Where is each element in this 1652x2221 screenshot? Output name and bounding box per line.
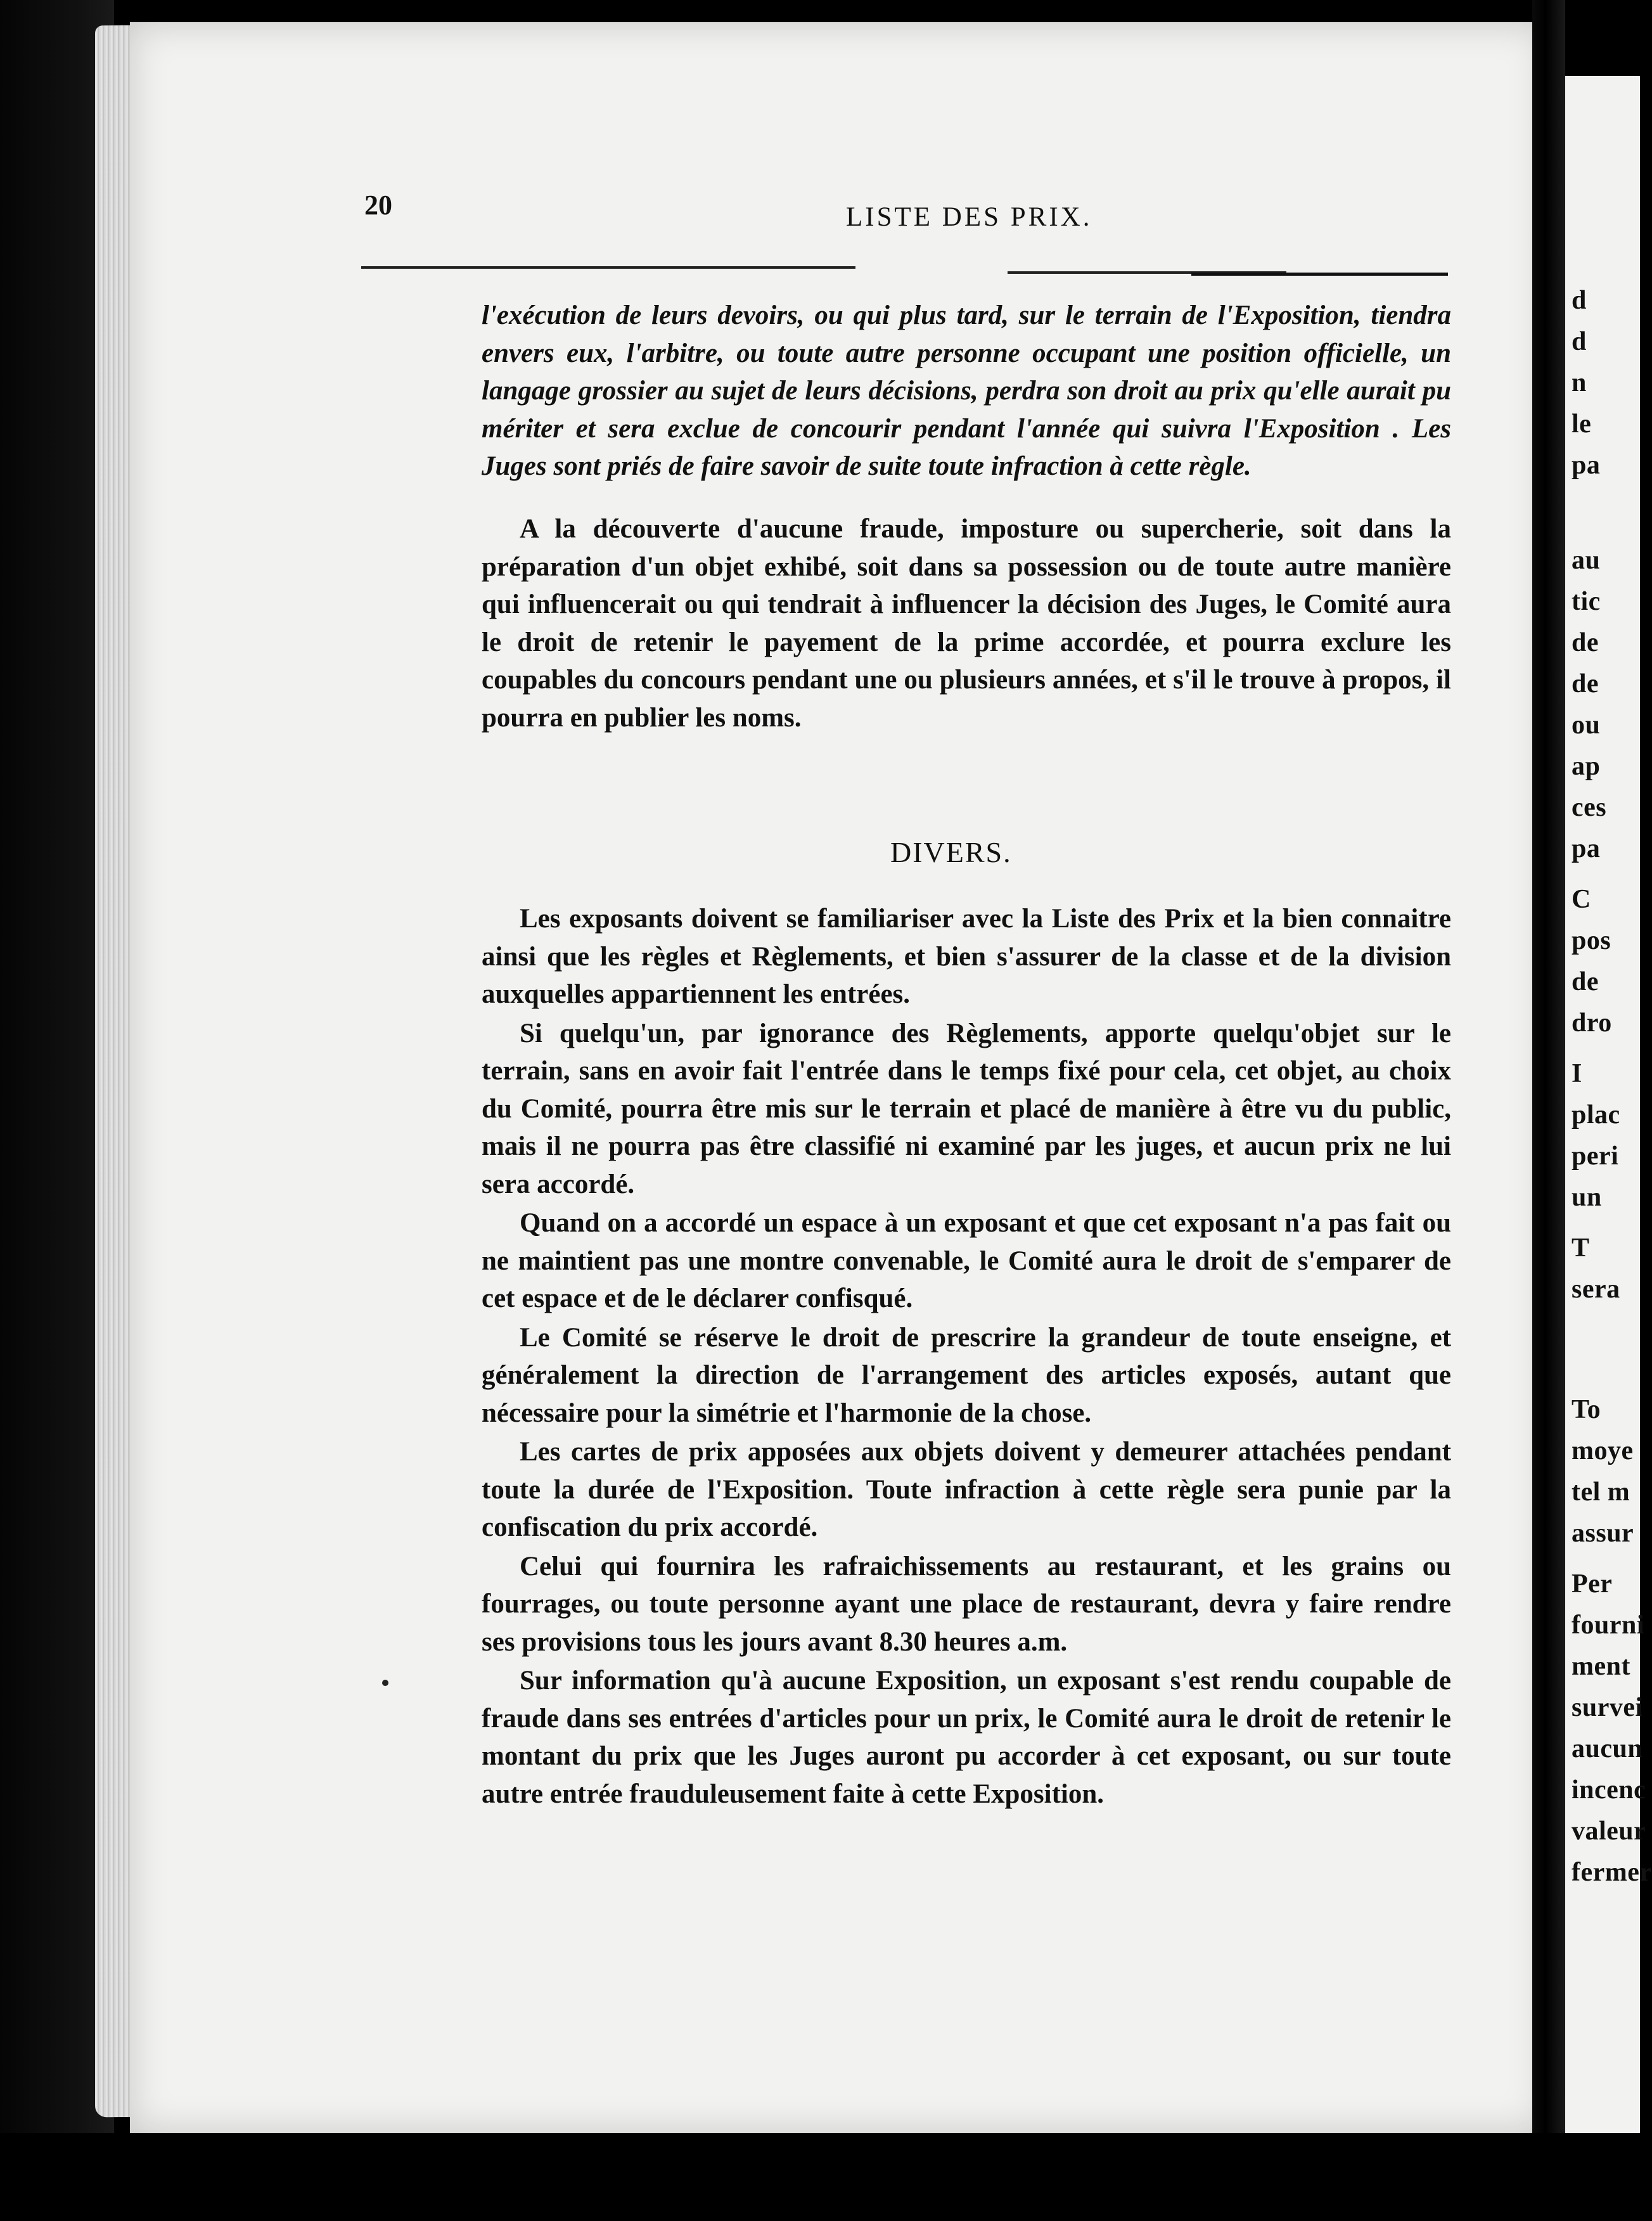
running-title: LISTE DES PRIX. xyxy=(846,202,1092,232)
book-gutter xyxy=(1532,0,1565,2221)
facing-page-text-fragment: ou xyxy=(1572,711,1601,740)
divers-paragraph: Sur information qu'à aucune Exposition, un exposant s'est rendu coupable de fraude dans ses entrées d'articles pour un prix, le Comité aura le droit de retenir le montant du prix que les Juges auront pu accorder à cet exposant, ou sur toute autre entrée frauduleusement faite à cette Exposition. xyxy=(482,1666,1451,1809)
facing-page-text-fragment: moye xyxy=(1572,1436,1634,1465)
italic-paragraph-block xyxy=(482,297,1451,486)
fraud-paragraph: A la découverte d'aucune fraude, imposture ou supercherie, soit dans la préparation d'un objet exhibé, soit dans sa possession ou de toute autre manière qui influencerait ou qui tendrait à influencer la décision des Juges, le Comité aura le droit de retenir le payement de la prime accordée, et pourra exclure les coupables du concours pendant une ou plusieurs années, et s'il le trouve à propos, il pourra en publier les noms. xyxy=(482,514,1451,733)
facing-page-text-fragment: tic xyxy=(1572,587,1601,616)
section-heading-divers: DIVERS. xyxy=(890,836,1012,868)
divers-paragraph: Celui qui fournira les rafraichissements au restaurant, et les grains ou fourrages, ou toute personne ayant une place de restaurant, devra y faire rendre ses provisions tous les jours avant 8.30 heures a.m. xyxy=(482,1551,1451,1657)
facing-page-text-fragment: n xyxy=(1572,368,1587,397)
facing-page-text-fragment: To xyxy=(1572,1395,1601,1424)
facing-page-text-fragment: incenc xyxy=(1572,1775,1646,1805)
facing-page-text-fragment: plac xyxy=(1572,1100,1620,1130)
page-number: 20 xyxy=(364,190,392,221)
facing-page-text-fragment: de xyxy=(1572,967,1599,996)
facing-page-text-fragment: dro xyxy=(1572,1008,1612,1038)
facing-page-text-fragment: d xyxy=(1572,286,1587,315)
facing-page-text-fragment: assur xyxy=(1572,1519,1634,1548)
divers-paragraph: Quand on a accordé un espace à un exposant et que cet exposant n'a pas fait ou ne maintient pas une montre convenable, le Comité aura le droit de s'emparer de cet espace et de le déclarer confisqué. xyxy=(482,1208,1451,1313)
scan-background-bottom xyxy=(0,2133,1640,2221)
facing-page-text-fragment: tel m xyxy=(1572,1477,1630,1507)
facing-page-text-fragment: survei xyxy=(1572,1693,1643,1722)
facing-page-text-fragment: fourni xyxy=(1572,1611,1645,1640)
facing-page-text-fragment: peri xyxy=(1572,1142,1619,1171)
facing-page xyxy=(1565,76,1652,2168)
facing-page-text-fragment: pa xyxy=(1572,834,1601,863)
header-rule xyxy=(1191,273,1448,276)
facing-page-text-fragment: un xyxy=(1572,1183,1602,1212)
facing-page-text-fragment: ces xyxy=(1572,793,1607,822)
facing-page-text-fragment: fermer xyxy=(1572,1858,1652,1887)
facing-page-text-fragment: Per xyxy=(1572,1569,1613,1599)
divers-paragraph: Si quelqu'un, par ignorance des Règlements, apporte quelqu'objet sur le terrain, sans en avoir fait l'entrée dans le temps fixé pour cela, cet objet, au choix du Comité, pourra être mis sur le terrain et placé de manière à être vu du public, mais il ne pourra pas être classifié ni examiné par les juges, et aucun prix ne lui sera accordé. xyxy=(482,1018,1451,1199)
divers-section-body xyxy=(482,900,1451,1814)
facing-page-text-fragment: de xyxy=(1572,669,1599,698)
facing-page-text-fragment: C xyxy=(1572,885,1591,914)
italic-paragraph: l'exécution de leurs devoirs, ou qui plus tard, sur le terrain de l'Exposition, tiendra envers eux, l'arbitre, ou toute autre personne occupant une position officielle, un langage grossier au sujet de leurs décisions, perdra son droit au prix qu'elle aurait pu mériter et sera exclue de concourir pendant l'année qui suivra l'Exposition . Les Juges sont priés de faire savoir de suite toute infraction à cette règle. xyxy=(482,300,1451,481)
divers-paragraph: Le Comité se réserve le droit de prescrire la grandeur de toute enseigne, et généralement la direction de l'arrangement des articles exposés, autant que nécessaire pour la simétrie et l'harmonie de la chose. xyxy=(482,1322,1451,1428)
facing-page-text-fragment: de xyxy=(1572,628,1599,657)
facing-page-text-fragment: le xyxy=(1572,409,1592,439)
facing-page-text-fragment: sera xyxy=(1572,1275,1620,1304)
facing-page-text-fragment: I xyxy=(1572,1059,1582,1088)
facing-page-text-fragment: aucun xyxy=(1572,1734,1643,1763)
facing-page-text-fragment: pa xyxy=(1572,451,1601,480)
facing-page-text-fragment: ment xyxy=(1572,1652,1630,1681)
facing-page-text-fragment: ap xyxy=(1572,752,1601,781)
fraud-paragraph-block xyxy=(482,510,1451,737)
facing-page-text-fragment: pos xyxy=(1572,926,1611,955)
divers-paragraph: Les cartes de prix apposées aux objets doivent y demeurer attachées pendant toute la durée de l'Exposition. Toute infraction à cette règle sera punie par la confiscation du prix accordé. xyxy=(482,1437,1451,1542)
facing-page-text-fragment: au xyxy=(1572,546,1601,575)
divers-paragraph: Les exposants doivent se familiariser avec la Liste des Prix et la bien connaitre ainsi que les règles et Règlements, et bien s'assurer de la classe et de la division auxquelles appartiennent les entrées. xyxy=(482,904,1451,1009)
header-rule xyxy=(361,266,855,269)
facing-page-text-fragment: valeur xyxy=(1572,1817,1646,1846)
facing-page-text-fragment: d xyxy=(1572,327,1587,356)
facing-page-text-fragment: T xyxy=(1572,1233,1590,1263)
ink-dot xyxy=(382,1680,388,1686)
